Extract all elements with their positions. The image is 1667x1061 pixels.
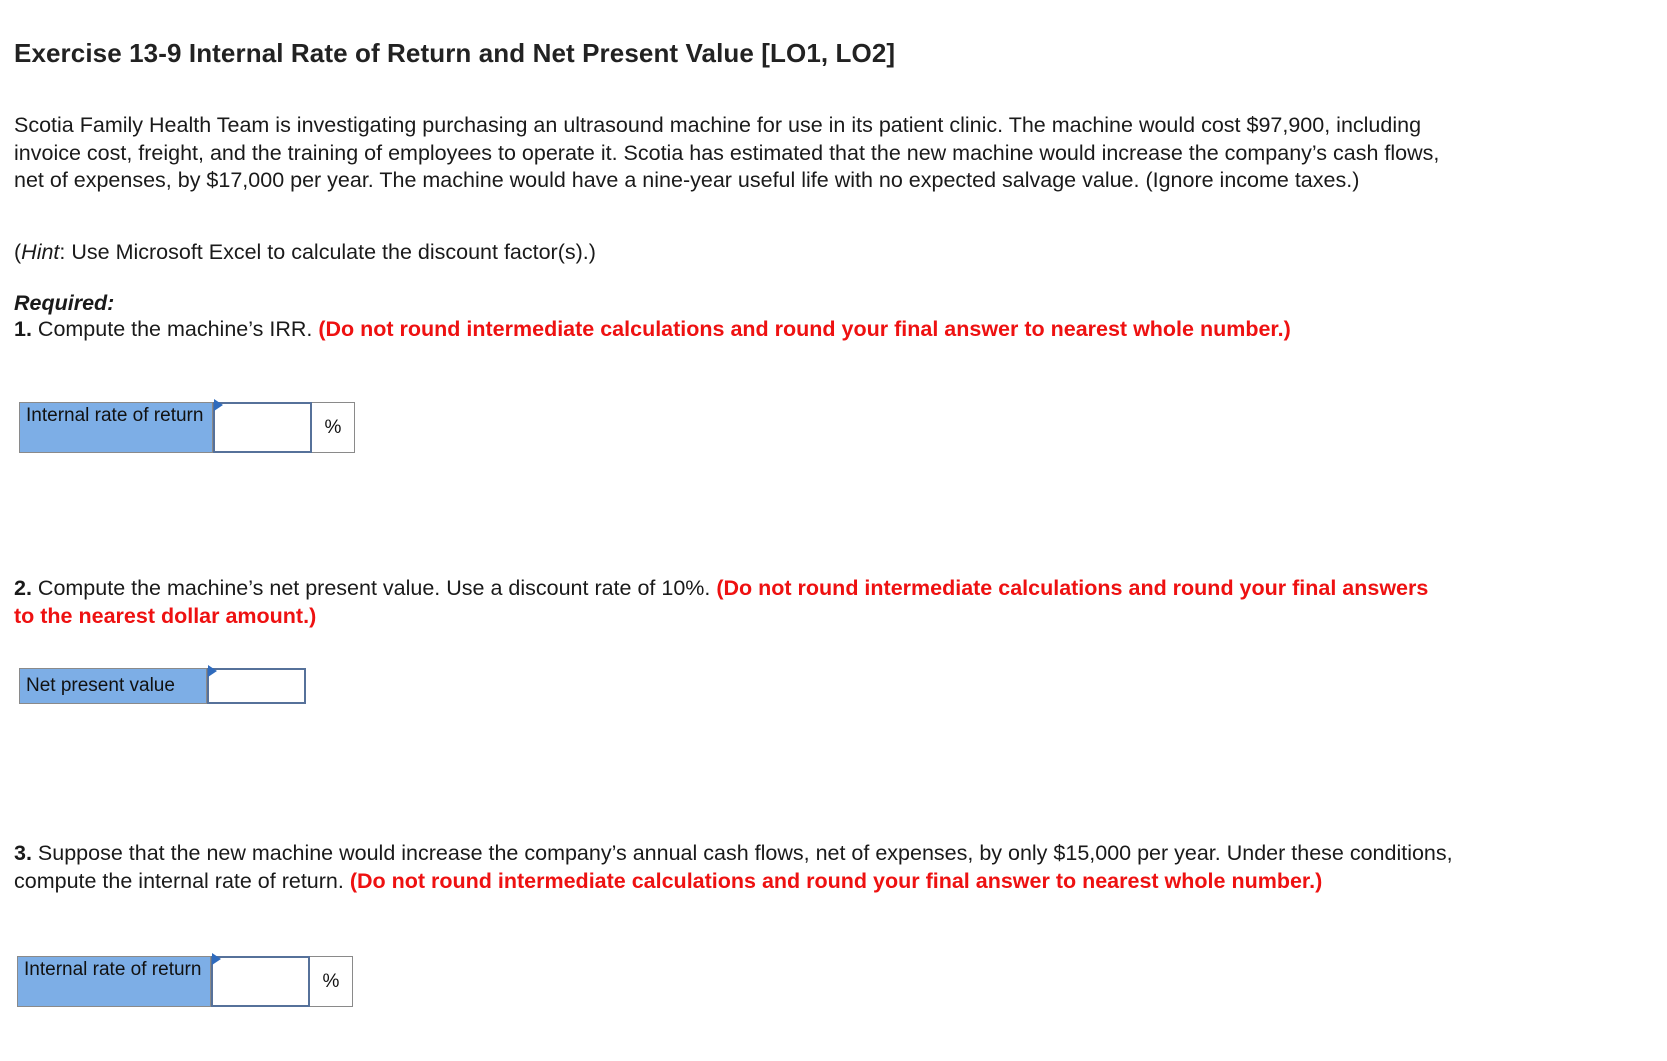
hint-text: [14, 239, 1454, 267]
answer-label: Net present value: [19, 668, 207, 704]
input-marker-icon: [214, 399, 223, 411]
irr-input-1[interactable]: [215, 404, 310, 451]
question-2: [14, 575, 1454, 630]
percent-unit: %: [312, 402, 355, 453]
question-1-text: Compute the machine’s IRR.: [31, 317, 319, 341]
question-2-number: 2.: [14, 576, 32, 600]
question-1: [14, 316, 1454, 344]
question-3-text: Suppose that the new machine would increase the company’s annual cash flows, net of expenses, by only $15,000 per year. Under these conditions, compute the internal rate of return.: [14, 841, 1453, 893]
hint-colon: :: [59, 240, 66, 264]
question-1-instruction: (Do not round intermediate calculations and round your final answer to nearest whole number.): [318, 317, 1291, 341]
question-2-text: Compute the machine’s net present value. Use a discount rate of 10%.: [31, 576, 717, 600]
answer-row-irr-1: [19, 402, 355, 453]
irr-input-3[interactable]: [213, 958, 308, 1005]
npv-input-cell: [207, 668, 306, 704]
answer-label: Internal rate of return: [17, 956, 211, 1007]
question-3-instruction: (Do not round intermediate calculations and round your final answer to nearest whole number.): [349, 868, 1323, 893]
page-title: Exercise 13-9 Internal Rate of Return and Net Present Value [LO1, LO2]: [14, 38, 896, 68]
question-1-number: 1.: [14, 317, 32, 341]
answer-label: Internal rate of return: [19, 402, 213, 453]
answer-row-irr-3: [17, 956, 353, 1007]
irr-input-3-cell: [211, 956, 310, 1007]
answer-row-npv: [19, 668, 306, 704]
percent-unit: %: [310, 956, 353, 1007]
input-marker-icon: [212, 953, 221, 965]
hint-label: Hint: [21, 240, 60, 264]
question-3: [14, 840, 1454, 895]
npv-input[interactable]: [209, 670, 304, 702]
irr-input-1-cell: [213, 402, 312, 453]
problem-description: Scotia Family Health Team is investigating purchasing an ultrasound machine for use in its patient clinic. The machine would cost $97,900, including invoice cost, freight, and the training of employees to operate it. Scotia has estimated that the new machine would increase the company’s cash flows, net of expenses, by $17,000 per year. The machine would have a nine-year useful life with no expected salvage value. (Ignore income taxes.): [14, 113, 1440, 192]
required-heading: Required:: [14, 291, 115, 315]
input-marker-icon: [208, 665, 217, 677]
hint-body: Use Microsoft Excel to calculate the discount factor(s).): [65, 240, 596, 264]
hint-open-paren: (: [14, 240, 22, 264]
question-2-instruction: (Do not round intermediate calculations and round your final answers to the nearest dollar amount.): [14, 576, 1429, 628]
question-3-number: 3.: [14, 841, 32, 865]
